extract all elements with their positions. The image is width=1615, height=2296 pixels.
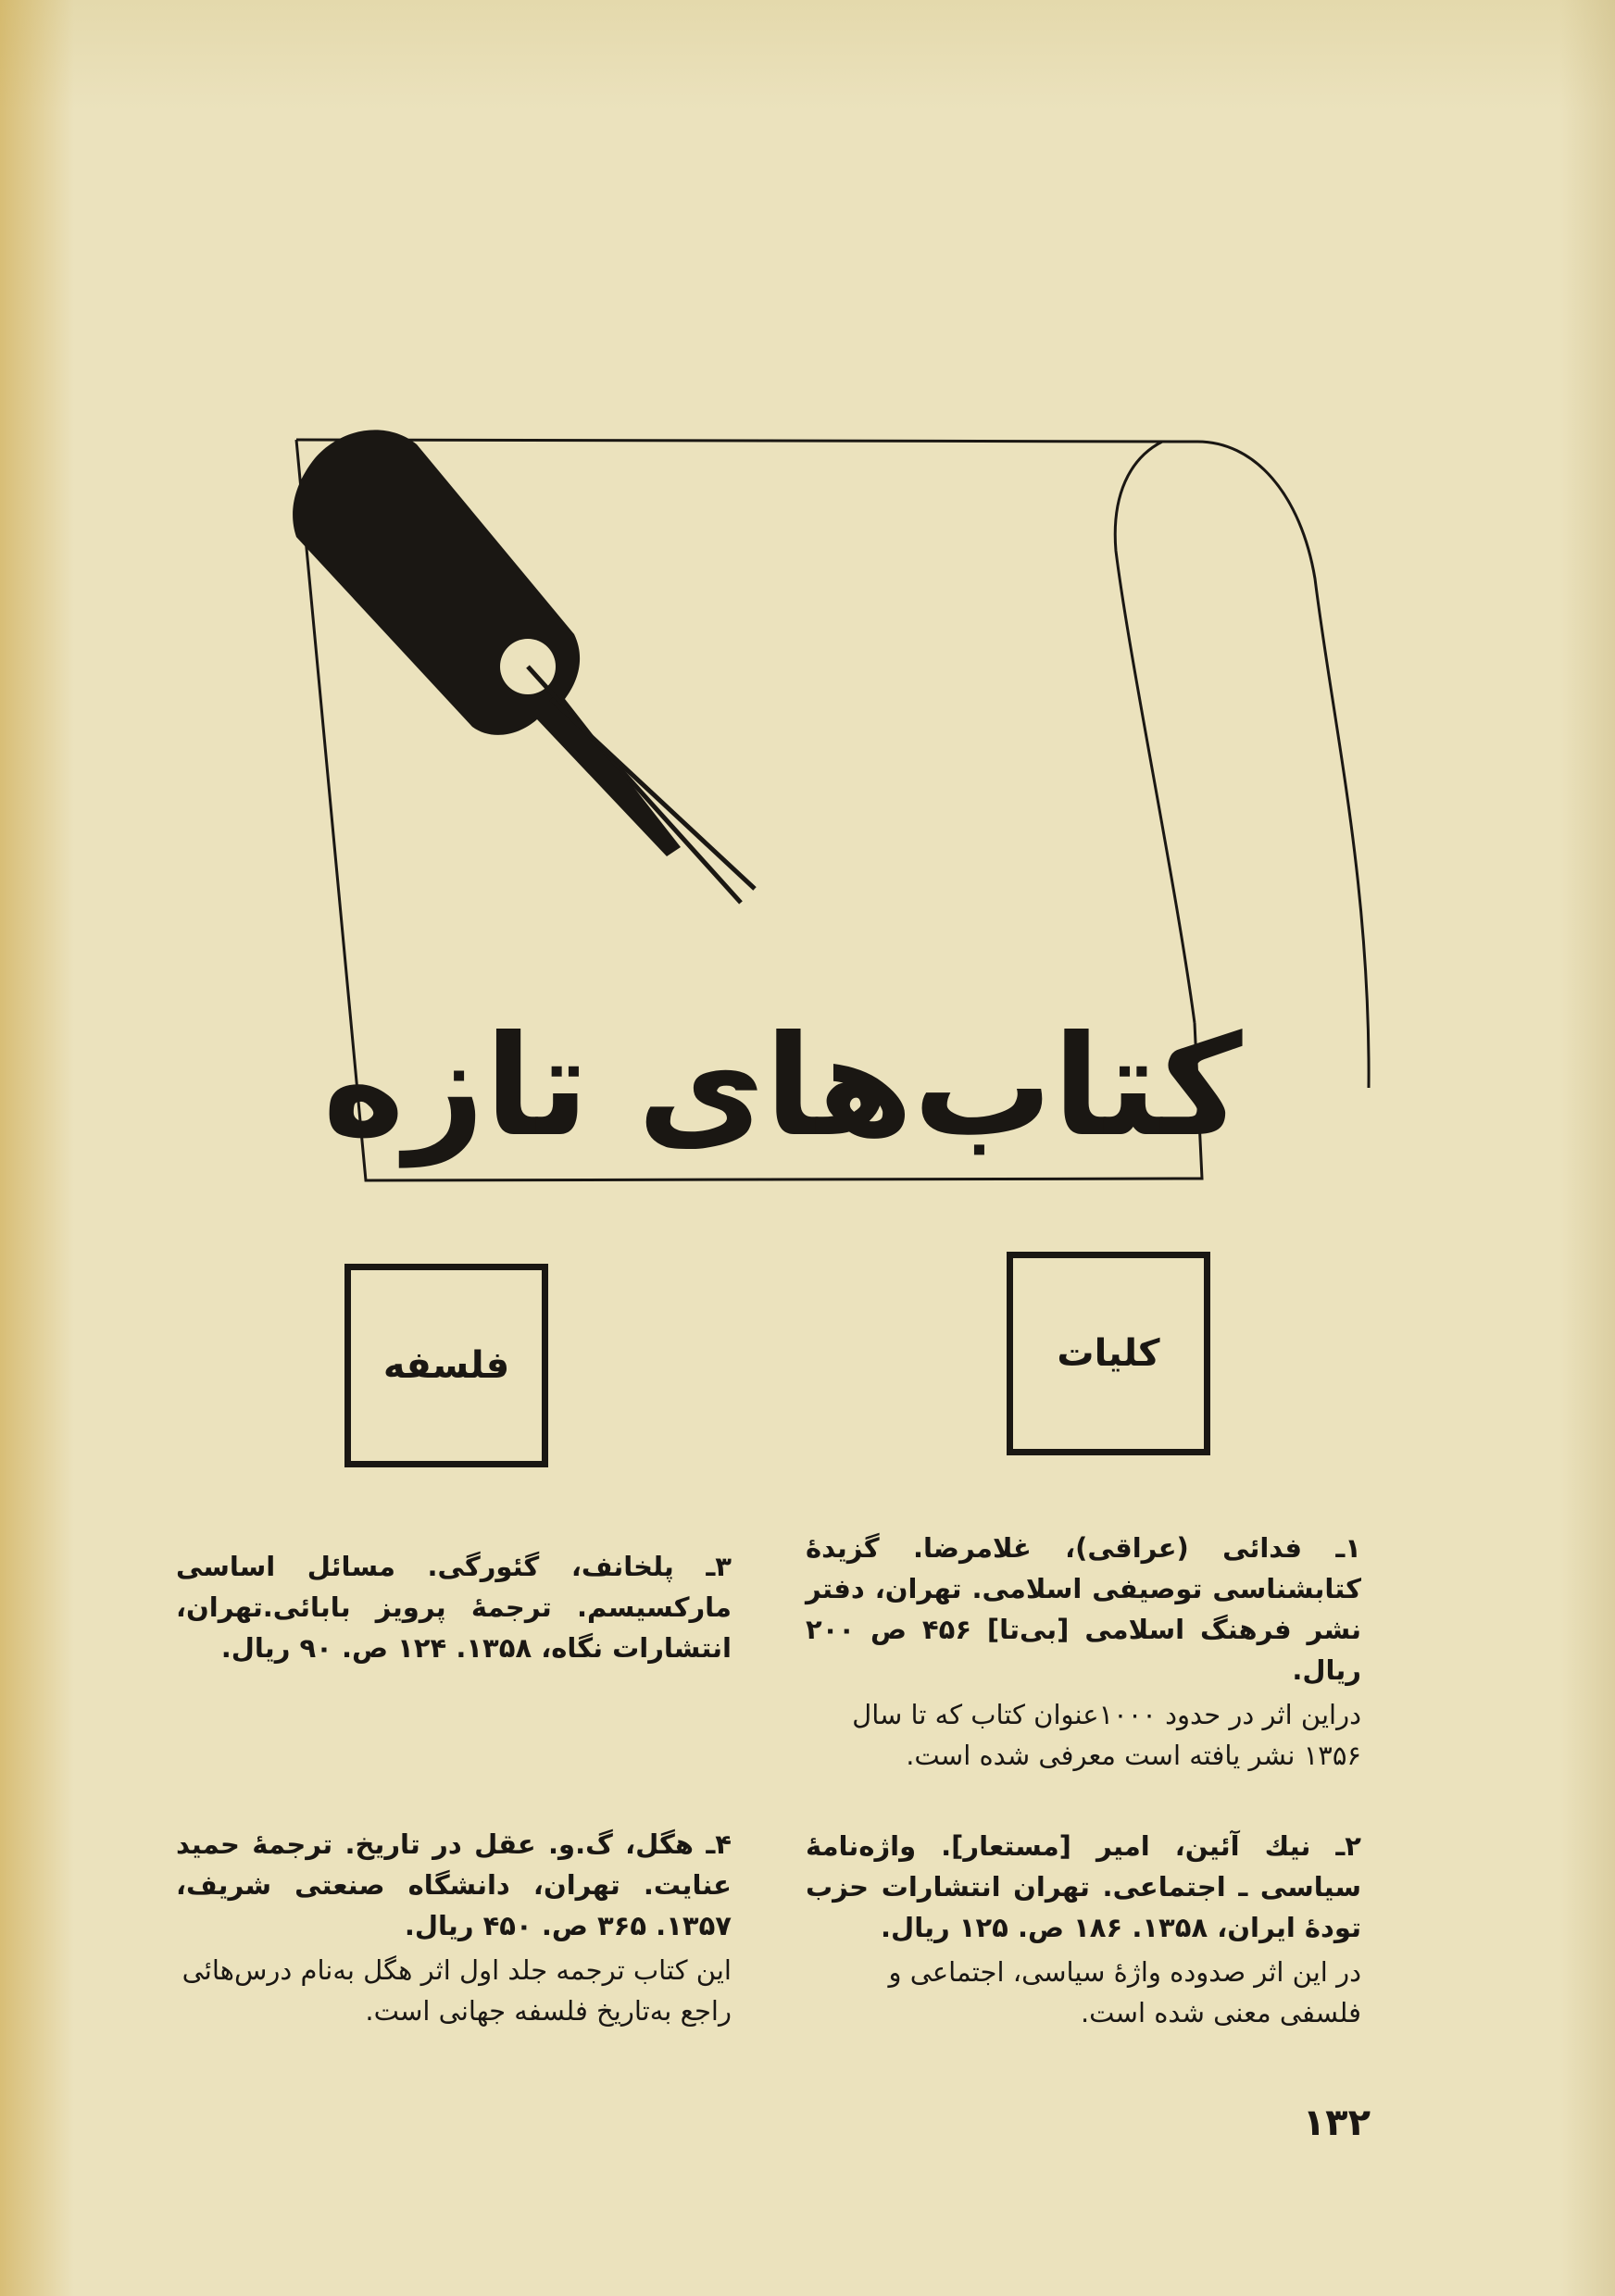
fountain-pen-nib-icon (293, 430, 755, 903)
section-philosophy-label: فلسفه (382, 1344, 510, 1387)
section-philosophy-box (344, 1264, 548, 1467)
book-citation: ۳ـ پلخانف، گئورگی. مسائل اساسی مارکسیسم. ترجمهٔ پرویز بابائی.تهران، انتشارات نگاه، ۱۳۵۸. ۱۲۴ ص. ۹۰ ریال. (176, 1551, 732, 1664)
book-citation: ۴ـ هگل، گ.و. عقل در تاریخ. ترجمهٔ حمید عنایت. تهران، دانشگاه صنعتی شریف، ۱۳۵۷. ۳۶۵ ص. ۴۵۰ ریال. (176, 1828, 732, 1941)
book-note: در این اثر صدوده واژهٔ سیاسی، اجتماعی و فلسفی معنی شده است. (888, 1956, 1361, 2028)
book-citation: ۱ـ فدائی (عراقی)، غلامرضا. گزیدهٔ کتابشناسی توصیفی اسلامی. تهران، دفتر نشر فرهنگ اسلامی [بی‌تا] ۴۵۶ ص ۲۰۰ ریال. (806, 1532, 1361, 1686)
book-entry (806, 1826, 1361, 2033)
book-entry (176, 1546, 732, 1668)
book-citation: ۲ـ نیك آئین، امیر [مستعار]. واژه‌نامهٔ سیاسی ـ اجتماعی. تهران انتشارات حزب تودهٔ ایران، ۱۳۵۸. ۱۸۶ ص. ۱۲۵ ریال. (806, 1830, 1361, 1943)
book-entry (176, 1824, 732, 2031)
section-general-label: کلیات (1057, 1332, 1160, 1375)
section-general-box (1007, 1252, 1210, 1455)
book-note: این کتاب ترجمه جلد اول اثر هگل به‌نام درس‌هائی راجع به‌تاریخ فلسفه جهانی است. (182, 1954, 732, 2027)
banner-title: کتاب‌های تازه (322, 1006, 1243, 1167)
book-entry (806, 1528, 1361, 1776)
book-note: دراین اثر در حدود ۱۰۰۰عنوان کتاب که تا سال ۱۳۵۶ نشر یافته است معرفی شده است. (852, 1699, 1361, 1771)
page-number: ۱۳۲ (1302, 2102, 1371, 2144)
new-books-banner (259, 421, 1389, 1199)
